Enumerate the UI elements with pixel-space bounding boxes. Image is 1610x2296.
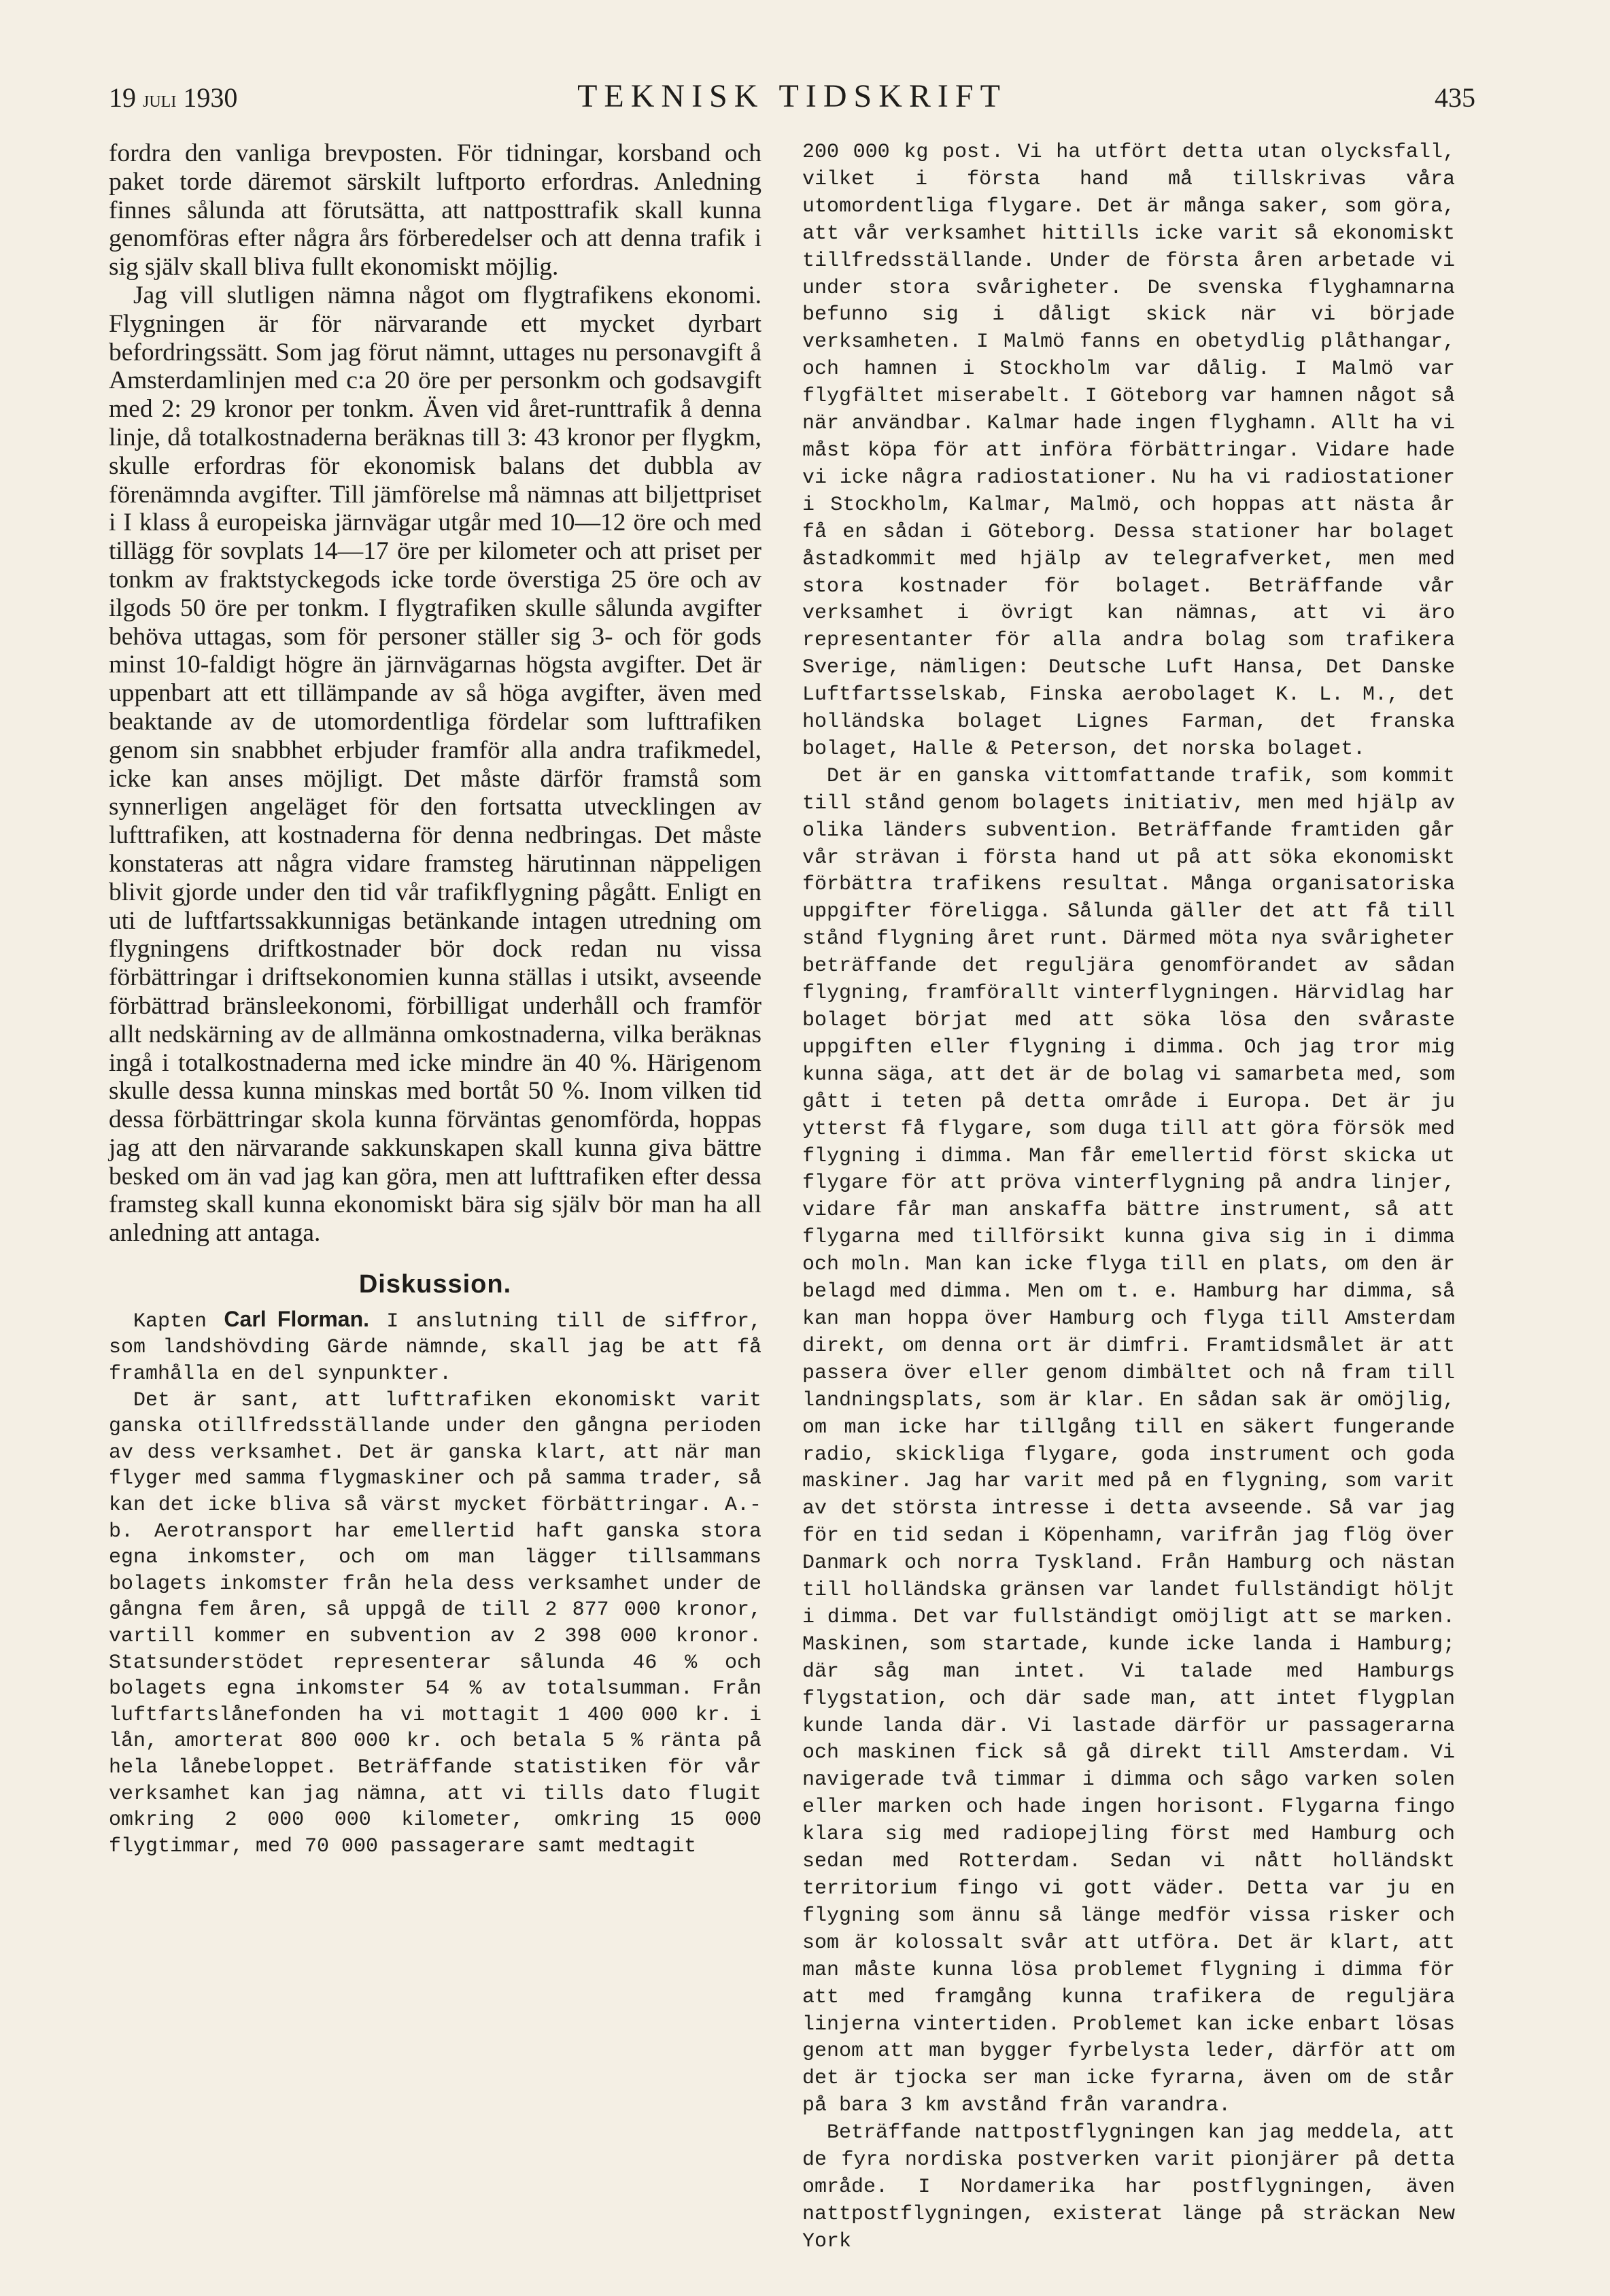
speaker-title: Kapten: [133, 1309, 207, 1333]
date-day: 19: [109, 82, 136, 113]
speaker-name: Carl Florman.: [224, 1306, 370, 1331]
date-month: juli: [143, 87, 177, 112]
page-header: [109, 76, 1475, 124]
discussion-intro-paragraph: [109, 1306, 761, 1388]
left-paragraph-2: Jag vill slutligen nämna något om flygtrafikens ekonomi. Flygningen är för närvarande ett mycket dyrbart befordringssätt. Som jag förut nämnt, uttages nu personavgift å Amsterdamlinjen med c:a 20 öre per personkm och godsavgift med 2: 29 kronor per tonkm. Även vid året-runttrafik å denna linje, då totalkostnaderna beräknas till 3: 43 kronor per flygkm, skulle erfordras för ekonomisk balans det dubbla av förenämnda avgifter. Till jämförelse må nämnas att biljettpriset i I klass å europeiska järnvägar utgår med 10—12 öre och med tillägg för sovplats 14—17 öre per kilometer och att priset per tonkm av fraktstyckegods icke torde överstiga 25 öre och av ilgods 50 öre per tonkm. I flygtrafiken skulle sålunda avgifter behöva uttagas, som för personer ställer sig 3- och för gods minst 10-faldigt högre än järnvägarnas högsta avgifter. Det är uppenbart att ett tillämpande av så höga avgifter, även med beaktande av de utomordentliga fördelar som lufttrafiken genom sin snabbhet erbjuder framför alla andra trafikmedel, icke kan anses möjligt. Det måste därför framstå som synnerligen angeläget för den fortsatta utvecklingen av lufttrafiken, att kostnaderna för denna nedbringas. Det måste konstateras att några vidare framsteg härutinnan näppeligen blivit gjorde under den tid vår trafikflygning pågått. Enligt en uti de luftfartssakkunnigas betänkande intagen utredning om flygningens driftkostnader bör dock redan nu vissa förbättringar i driftsekonomien kunna ställas i utsikt, avseende förbättrad bränsleekonomi, förbilligat underhåll och framför allt nedskärning av de allmänna omkostnaderna, vilka beräknas ingå i totalkostnaderna med icke mindre än 40 %. Härigenom skulle dessa kunna minskas med bortåt 50 %. Inom vilken tid dessa förbättringar skola kunna förväntas genomförda, hoppas jag att den närvarande sakkunskapen skall kunna giva bättre besked om än vad jag kan göra, men att lufttrafiken efter dessa framsteg skall kunna ekonomiskt bära sig själv bör man ha all anledning att antaga.: [109, 281, 761, 1248]
discussion-intro-text: I anslutning till de siffror, som landshövding Gärde nämnde, skall jag be att få framhålla en del synpunkter.: [109, 1309, 761, 1386]
journal-title: TEKNISK TIDSKRIFT: [577, 78, 1007, 114]
left-paragraph-1: fordra den vanliga brevposten. För tidningar, korsband och paket torde däremot särskilt luftporto erfordras. Anledning finnes sålunda att förutsätta, att nattposttrafik skall kunna genomföras efter några års förberedelser och att denna trafik i sig själv skall bliva fullt ekonomiskt möjlig.: [109, 139, 761, 281]
left-column: [109, 139, 761, 1860]
discussion-paragraph-1: Det är sant, att lufttrafiken ekonomiskt varit ganska otillfredsställande under den gångna perioden av dess verksamhet. Det är ganska klart, att när man flyger med samma flygmaskiner och på samma trader, så kan det icke bliva så värst mycket förbättringar. A.-b. Aerotransport har emellertid haft ganska stora egna inkomster, och om man lägger tillsammans bolagets inkomster från hela dess verksamhet under de gångna fem åren, så uppgå de till 2 877 000 kronor, vartill kommer en subvention av 2 398 000 kronor. Statsunderstödet representerar sålunda 46 % och bolagets egna inkomster 54 % av totalsumman. Från luftfartslånefonden ha vi mottagit 1 400 000 kr. i lån, amorterat 800 000 kr. och betala 5 % ränta på hela lånebeloppet. Beträffande statistiken för vår verksamhet kan jag nämna, att vi tills dato flugit omkring 2 000 000 kilometer, omkring 15 000 flygtimmar, med 70 000 passagerare samt medtagit: [109, 1388, 761, 1858]
discussion-heading: Diskussion.: [358, 1270, 512, 1299]
right-paragraph-2: Det är en ganska vittomfattande trafik, som kommit till stånd genom bolagets initiativ, men med hjälp av olika länders subvention. Beträffande framtiden går vår strävan i första hand ut på att söka ekonomiskt förbättra trafikens resultat. Många organisatoriska uppgifter föreligga. Sålunda gäller det att få till stånd flygning året runt. Därmed möta nya svårigheter beträffande det reguljära genomförandet av sådan flygning, framförallt vinterflygningen. Härvidlag har bolaget börjat med att söka lösa den svåraste uppgiften eller flygning i dimma. Och jag tror mig kunna säga, att det är de bolag vi samarbeta med, som gått i teten på detta område i Europa. Det är ju ytterst få flygare, som duga till att göra försök med flygning i dimma. Man får emellertid först skicka ut flygare för att pröva vinterflygning på andra linjer, vidare får man anskaffa bättre instrument, så att flygarna med tillförsikt kunna giva sig in i dimma och moln. Man kan icke flyga till en plats, om den är belagd med dimma. Men om t. e. Hamburg har dimma, så kan man hoppa över Hamburg och flyga till Amsterdam direkt, om denna ort är dimfri. Framtidsmålet är att passera över eller genom dimbältet och nå fram till landningsplats, som är klar. En sådan sak är omöjlig, om man icke har tillgång till en säkert fungerande radio, skickliga flygare, goda instrument och goda maskiner. Jag har varit med på en flygning, som varit av det största intresse i detta avseende. Så var jag för en tid sedan i Köpenhamn, varifrån jag flög över Danmark och norra Tyskland. Från Hamburg och nästan till holländska gränsen var landet fullständigt höljt i dimma. Det var fullständigt omöjligt att se marken. Maskinen, som startade, kunde icke landa i Hamburg; där såg man intet. Vi talade med Hamburgs flygstation, och där sade man, att intet flygplan kunde landa där. Vi lastade därför ur passagerarna och maskinen fick så gå direkt till Amsterdam. Vi navigerade två timmar i dimma och sågo varken solen eller marken och hade ingen horisont. Flygarna fingo klara sig med radiopejling först med Hamburg och sedan med Rotterdam. Sedan vi nått holländskt territorium fingo vi gott väder. Detta var ju en flygning som ännu så länge medför vissa risker och som är kolossalt svår att utföra. Det är klart, att man måste kunna lösa problemet flygning i dimma för att med framgång kunna trafikera de reguljära linjerna vintertiden. Problemet kan icke enbart lösas genom att man bygger fyrbelysta leder, därför att om det är tjocka ser man icke fyrarna, även om de står på bara 3 km avstånd från varandra.: [802, 764, 1455, 2118]
page-number: 435: [1435, 82, 1475, 113]
right-paragraph-1: 200 000 kg post. Vi ha utfört detta utan olycksfall, vilket i första hand må tillskrivas våra utomordentliga flygare. Det är många saker, som göra, att vår verksamhet hittills icke varit så ekonomiskt tillfredsställande. Under de första åren arbetade vi under stora svårigheter. De svenska flyghamnarna befunno sig i dåligt skick när vi började verksamheten. I Malmö fanns en obetydlig plåthangar, och hamnen i Stockholm var dålig. I Malmö var flygfältet miserabelt. I Göteborg var hamnen något så när användbar. Kalmar hade ingen flyghamn. Allt ha vi måst köpa för att införa förbättringar. Vidare hade vi icke några radiostationer. Nu ha vi radiostationer i Stockholm, Kalmar, Malmö, och hoppas att nästa år få en sådan i Göteborg. Dessa stationer har bolaget åstadkommit med hjälp av telegrafverket, men med stora kostnader för bolaget. Beträffande vår verksamhet i övrigt kan nämnas, att vi äro representanter för alla andra bolag som trafikera Sverige, nämligen: Deutsche Luft Hansa, Det Danske Luftfartsselskab, Finska aerobolaget K. L. M., det holländska bolaget Lignes Farman, det franska bolaget, Halle & Peterson, det norska bolaget.: [802, 141, 1455, 761]
date-year: 1930: [183, 82, 238, 113]
discussion-section: [109, 1306, 761, 1860]
right-paragraph-3: Beträffande nattpostflygningen kan jag meddela, att de fyra nordiska postverken varit pionjärer på detta område. I Nordamerika har postflygningen, även nattpostflygningen, existerat länge på sträckan New York: [802, 2121, 1455, 2253]
right-column: [802, 139, 1455, 2256]
